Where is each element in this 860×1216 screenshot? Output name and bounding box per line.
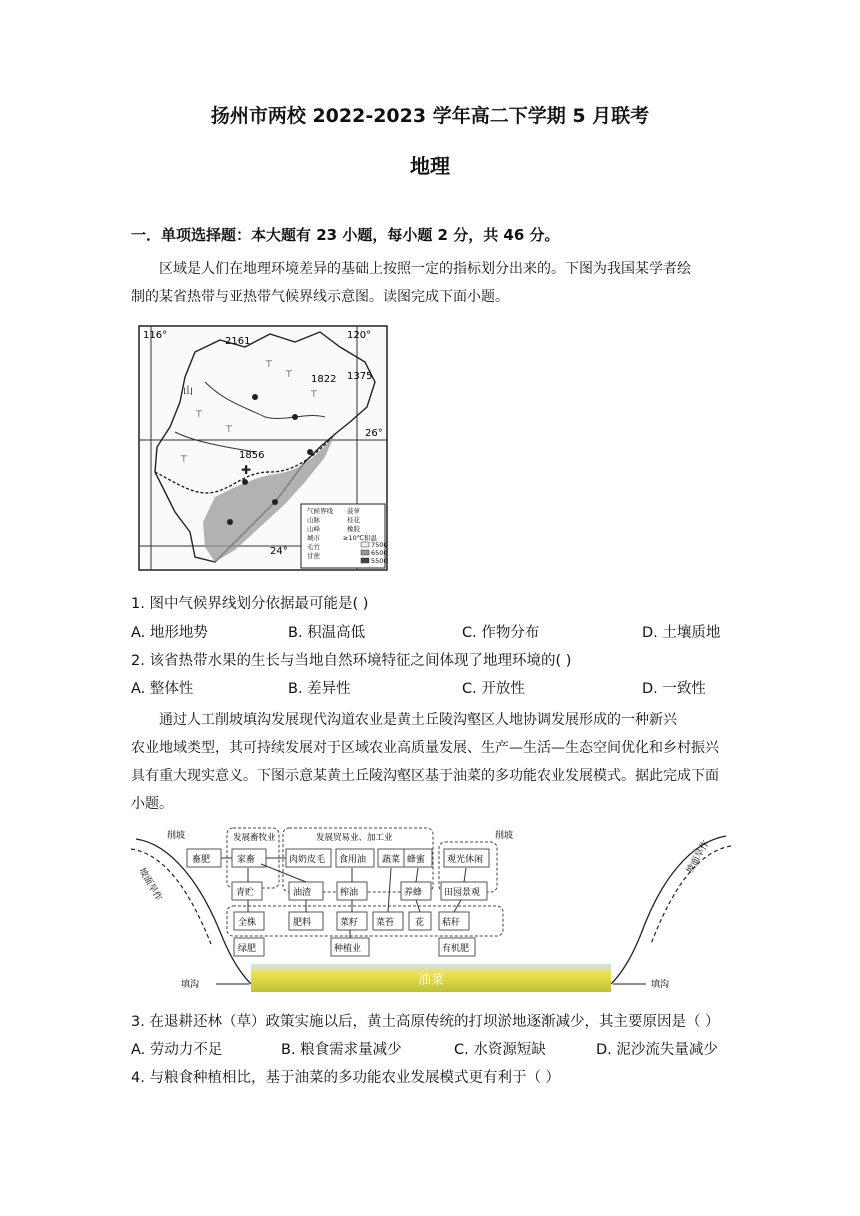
passage-2-line-1: 通过人工削坡填沟发展现代沟道农业是黄土丘陵沟壑区人地协调发展形成的一种新兴	[159, 712, 677, 728]
passage-2-line-4: 小题。	[131, 796, 173, 812]
svg-text:桂花: 桂花	[347, 516, 360, 524]
svg-text:⊤: ⊤	[225, 425, 233, 435]
lon-120-label: 120°	[347, 330, 372, 341]
q1-option-a: A. 地形地势	[131, 625, 208, 641]
svg-text:城市: 城市	[307, 534, 320, 542]
passage-1-line-1: 区域是人们在地理环境差异的基础上按照一定的指标划分出来的。下图为我国某学者绘	[159, 261, 691, 277]
q3-option-b: B. 粮食需求量减少	[281, 1042, 402, 1058]
sightseeing-label: 观光休闲	[447, 855, 484, 865]
svg-text:⊤: ⊤	[180, 455, 188, 465]
passage-1	[131, 255, 731, 311]
svg-text:⊤: ⊤	[285, 370, 293, 380]
q1-option-b: B. 积温高低	[288, 625, 366, 641]
q3-option-d: D. 泥沙流失量减少	[596, 1042, 718, 1058]
peak-label: 1375	[347, 371, 373, 382]
right-slope-label: 削坡	[495, 831, 514, 841]
svg-text:≥10℃积温: ≥10℃积温	[343, 534, 378, 542]
svg-text:⊤: ⊤	[310, 390, 318, 400]
svg-text:7500: 7500	[371, 541, 388, 549]
manure-label: 畜肥	[192, 855, 211, 865]
lon-116-label: 116°	[143, 330, 168, 341]
svg-text:菠萝: 菠萝	[347, 507, 360, 515]
q1-option-c: C. 作物分布	[462, 625, 540, 641]
edible-oil-label: 食用油	[339, 855, 367, 865]
passage-2	[131, 706, 731, 818]
silage-label: 青贮	[236, 888, 255, 898]
whole-plant-label: 全株	[238, 918, 257, 928]
peak-label: 1856	[239, 450, 265, 461]
green-manure-label: 绿肥	[238, 944, 257, 954]
question-2-stem: 2. 该省热带水果的生长与当地自然环境特征之间体现了地理环境的( )	[131, 653, 572, 669]
exam-title: 扬州市两校 2022-2023 学年高二下学期 5 月联考	[210, 105, 650, 127]
svg-text:山峰: 山峰	[307, 525, 320, 533]
question-3-stem: 3. 在退耕还林（草）政策实施以后，黄土高原传统的打坝淤地逐渐减少，其主要原因是（ ）	[131, 1014, 720, 1030]
right-fill-label: 填沟	[651, 980, 670, 990]
svg-text:5500: 5500	[371, 557, 388, 565]
fertilizer-label: 肥料	[293, 918, 312, 928]
lat-26-label: 26°	[365, 428, 383, 439]
beekeeping-label: 养蜂	[404, 888, 423, 898]
q2-option-c: C. 开放性	[462, 681, 525, 697]
livestock-label: 家畜	[237, 855, 256, 865]
q2-option-a: A. 整体性	[131, 681, 194, 697]
rural-landscape-label: 田园景观	[444, 888, 481, 898]
peak-label: 1822	[311, 374, 337, 385]
right-side-label: 坡面旱作	[684, 839, 712, 876]
seed-label: 菜籽	[340, 918, 359, 928]
mountain-label: 山	[183, 386, 193, 397]
left-side-label: 坡面旱作	[136, 866, 164, 903]
oil-press-label: 榨油	[340, 888, 359, 898]
svg-text:甘蔗: 甘蔗	[307, 552, 320, 560]
question-4-stem: 4. 与粮食种植相比，基于油菜的多功能农业发展模式更有利于（ ）	[131, 1070, 561, 1086]
rapeseed-label: 油菜	[417, 973, 445, 988]
q3-option-c: C. 水资源短缺	[454, 1042, 546, 1058]
svg-text:毛竹: 毛竹	[307, 543, 320, 551]
svg-text:⊤: ⊤	[195, 410, 203, 420]
peak-label: 2161	[225, 336, 251, 347]
svg-text:气候界线: 气候界线	[307, 507, 333, 515]
section-heading: 一．单项选择题：本大题有 23 小题，每小题 2 分，共 46 分。	[131, 226, 560, 244]
meat-milk-label: 肉奶皮毛	[289, 855, 326, 865]
organic-fertilizer-label: 有机肥	[442, 944, 470, 954]
left-fill-label: 填沟	[181, 980, 200, 990]
oil-residue-label: 油渣	[293, 888, 312, 898]
vegetable-label: 蔬菜	[382, 855, 401, 865]
lat-24-label: 24°	[270, 546, 288, 557]
rapeseed-agriculture-diagram	[131, 824, 731, 996]
passage-1-line-2: 制的某省热带与亚热带气候界线示意图。读图完成下面小题。	[131, 289, 509, 305]
subject-title: 地理	[410, 154, 450, 178]
flower-label: 花	[415, 918, 425, 928]
passage-2-line-3: 具有重大现实意义。下图示意某黄土丘陵沟壑区基于油菜的多功能农业发展模式。据此完成下面	[131, 768, 719, 784]
q2-option-d: D. 一致性	[642, 681, 706, 697]
right-slope-line	[611, 836, 726, 984]
husbandry-group-label: 发展畜牧业	[233, 833, 276, 843]
q2-option-b: B. 差异性	[288, 681, 351, 697]
svg-text:山脉: 山脉	[307, 516, 320, 524]
passage-2-line-2: 农业地域类型，其可持续发展对于区域农业高质量发展、生产—生活—生态空间优化和乡村振兴	[131, 740, 719, 756]
svg-text:橡胶: 橡胶	[347, 525, 360, 533]
planting-label: 种植业	[334, 944, 362, 954]
climate-boundary-map	[135, 322, 393, 574]
honey-label: 蜂蜜	[407, 855, 426, 865]
svg-text:⊤: ⊤	[265, 360, 273, 370]
q3-option-a: A. 劳动力不足	[131, 1042, 223, 1058]
trade-group-label: 发展贸易业、加工业	[316, 833, 393, 843]
svg-text:✚: ✚	[241, 463, 252, 477]
left-slope-label: 削坡	[167, 831, 186, 841]
svg-text:6500: 6500	[371, 549, 388, 557]
stem-label: 菜苔	[376, 918, 395, 928]
q1-option-d: D. 土壤质地	[642, 625, 721, 641]
question-1-stem: 1. 图中气候界线划分依据最可能是( )	[131, 596, 369, 612]
straw-label: 秸秆	[442, 918, 461, 928]
